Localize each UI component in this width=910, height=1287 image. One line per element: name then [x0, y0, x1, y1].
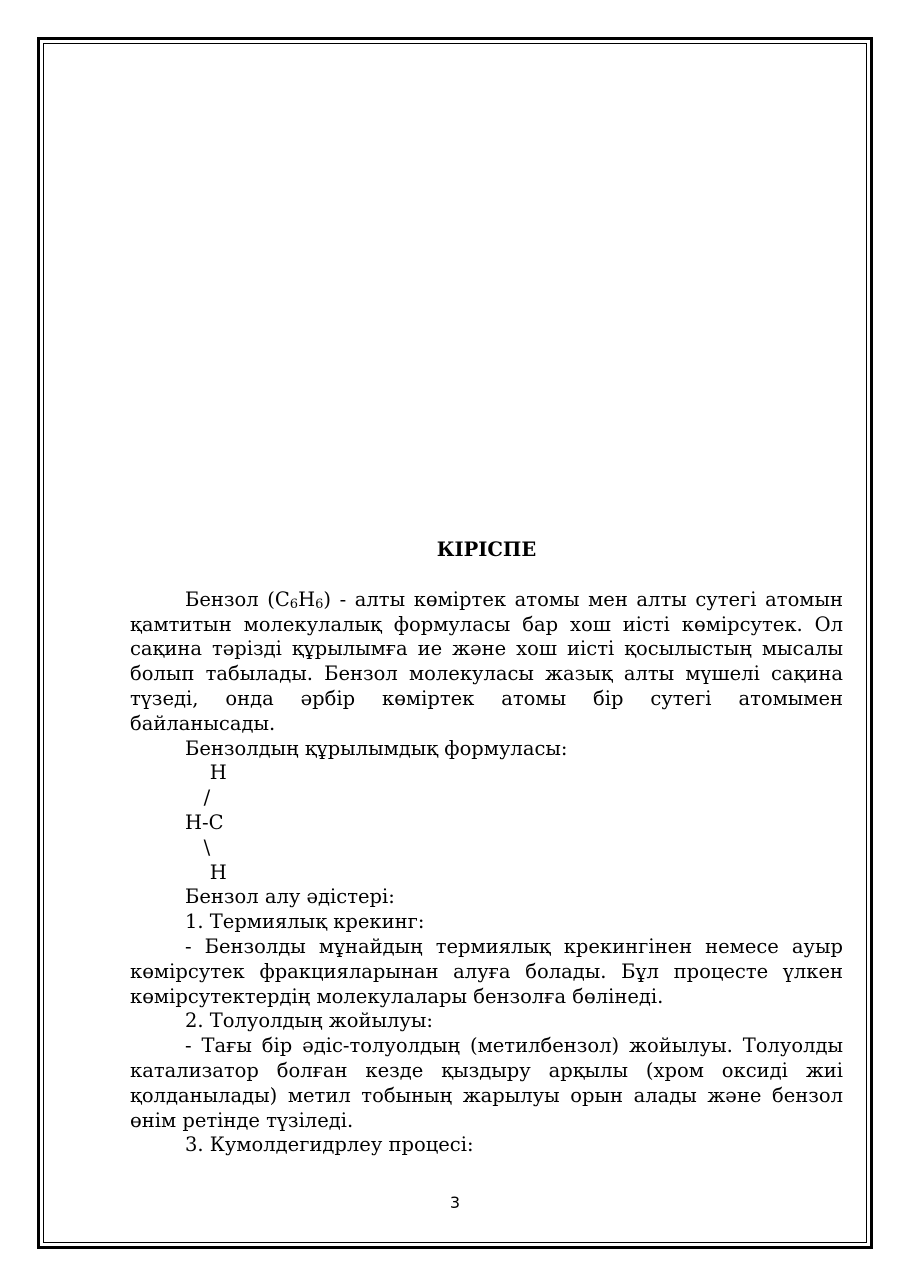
method-1-text: - Бензолды мұнайдың термиялық крекингінен немесе ауыр көмірсутек фракцияларынан алуға болады. Бұл процесте үлкен көмірсутектердің молекулалары бензолға бөлінеді.: [130, 934, 843, 1008]
page-number: 3: [449, 1193, 461, 1212]
formula-line: H-C: [185, 810, 224, 834]
formula-line: H: [185, 860, 227, 884]
method-3-title: 3. Кумолдегидрлеу процесі:: [185, 1133, 474, 1157]
subscript-6: 6: [289, 596, 299, 612]
methods-heading: Бензол алу әдістері:: [185, 885, 395, 909]
document-title: КІРІСПЕ: [436, 538, 537, 561]
intro-text-start: Бензол (С: [185, 587, 290, 611]
formula-heading: Бензолдың құрылымдық формуласы:: [185, 736, 568, 760]
formula-line: H: [185, 761, 227, 785]
formula-line: \: [185, 835, 211, 859]
document-body: [130, 538, 843, 1158]
intro-paragraph: [130, 588, 843, 737]
intro-text-h: Н: [298, 587, 316, 611]
method-2-text: - Тағы бір әдіс-толуолдың (метилбензол) жойылуы. Толуолды катализатор болған кезде қыздыру арқылы (хром оксиді жиі қолданылады) метил тобының жарылуы орын алады және бензол өнім ретінде түзіледі.: [130, 1034, 843, 1132]
subscript-6: 6: [315, 596, 324, 612]
method-1-title: 1. Термиялық крекинг:: [185, 910, 425, 934]
method-2-title: 2. Толуолдың жойылуы:: [185, 1009, 433, 1033]
formula-line: /: [185, 786, 211, 810]
intro-text-rest: ) - алты көміртек атомы мен алты сутегі атомын қамтитын молекулалық формуласы бар хош иісті көмірсутек. Ол сақина тәрізді құрылымға ие және хош иісті қосылыстың мысалы болып табылады. Бензол молекуласы жазық алты мүшелі сақина түзеді, онда әрбір көміртек атомы бір сутегі атомымен байланысады.: [130, 587, 843, 735]
